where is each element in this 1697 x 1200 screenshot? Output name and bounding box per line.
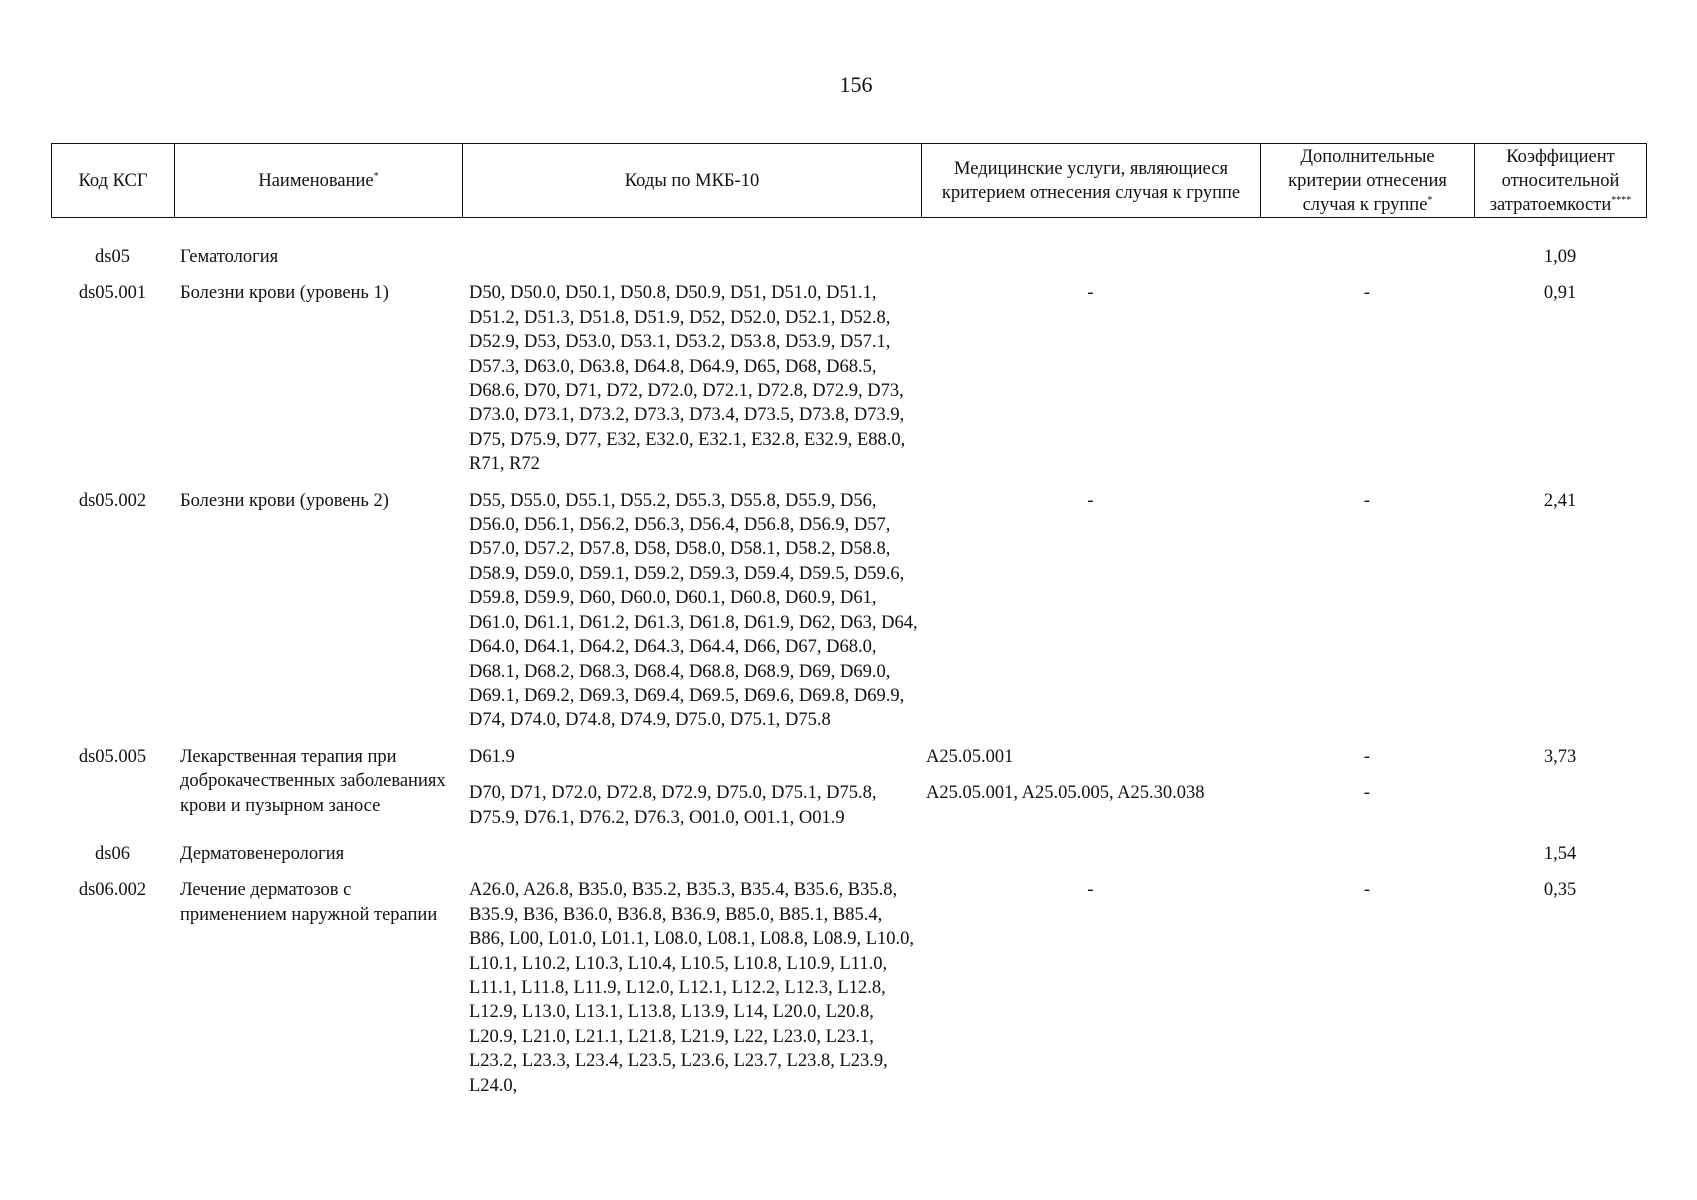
page-number: 156 [839,72,873,97]
table-row [51,489,1646,733]
ksg-code: ds05.002 [78,490,147,511]
ksg-coef: 1,09 [1543,247,1577,267]
medical-services: - [1087,880,1094,901]
header-services: Медицинские услуги, являющиеся критерием отнесения случая к группе [922,144,1261,218]
ksg-coef: 0,35 [1543,880,1577,901]
table-row [51,842,1646,866]
extra-criteria: - [1363,783,1371,804]
header-coef: Коэффициент относительной затратоемкости**** [1475,144,1647,218]
ksg-coef: 2,41 [1543,490,1577,511]
ksg-name: Лекарственная терапия при доброкачественных заболеваниях крови и пузырном заносе [180,746,446,816]
ksg-table [51,245,1646,1098]
ksg-code: ds06.002 [78,880,147,901]
mkb-codes: D55, D55.0, D55.1, D55.2, D55.3, D55.8, D55.9, D56, D56.0, D56.1, D56.2, D56.3, D56.4, D56.8, D56.9, D57, D57.0, D57.2, D57.8, D58, D58.0, D58.1, D58.2, D58.8, D58.9, D59.0, D59.1, D59.2, D59.3, D59.4, D59.5, D59.6, D59.8, D59.9, D60, D60.0, D60.1, D60.8, D60.9, D61, D61.0, D61.1, D61.2, D61.3, D61.8, D61.9, D62, D63, D64, D64.0, D64.1, D64.2, D64.3, D64.4, D66, D67, D68.0, D68.1, D68.2, D68.3, D68.4, D68.8, D68.9, D69, D69.0, D69.1, D69.2, D69.3, D69.4, D69.5, D69.6, D69.8, D69.9, D74, D74.0, D74.8, D74.9, D75.0, D75.1, D75.8 [469,490,918,731]
medical-services: - [1087,490,1094,511]
table-row [51,245,1646,269]
header-extra: Дополнительные критерии отнесения случая к группе* [1261,144,1475,218]
ksg-code: ds05.005 [78,746,147,767]
mkb-codes: D50, D50.0, D50.1, D50.8, D50.9, D51, D51.0, D51.1, D51.2, D51.3, D51.8, D51.9, D52, D52.0, D52.1, D52.8, D52.9, D53, D53.0, D53.1, D53.2, D53.8, D53.9, D57.1, D57.3, D63.0, D63.8, D64.8, D64.9, D65, D68, D68.5, D68.6, D70, D71, D72, D72.0, D72.1, D72.8, D72.9, D73, D73.0, D73.1, D73.2, D73.3, D73.4, D73.5, D73.8, D73.9, D75, D75.9, D77, E32, E32.0, E32.1, E32.8, E32.9, E88.0, R71, R72 [469,283,906,475]
ksg-name: Болезни крови (уровень 2) [180,490,389,511]
mkb-codes: D61.9 [469,746,515,767]
ksg-coef: 0,91 [1543,283,1577,304]
ksg-name: Лечение дерматозов с применением наружной терапии [180,880,438,925]
ksg-name: Дерматовенерология [180,843,345,864]
header-mkb: Коды по МКБ-10 [463,144,922,218]
header-code: Код КСГ [52,144,175,218]
table-row [51,745,1646,769]
ksg-name: Болезни крови (уровень 1) [180,283,389,304]
ksg-coef: 1,54 [1543,843,1577,864]
extra-criteria: - [1363,283,1371,304]
ksg-coef: 3,73 [1543,746,1577,767]
table-header [51,143,1647,218]
medical-services: A25.05.001, A25.05.005, A25.30.038 [926,783,1205,804]
extra-criteria: - [1363,490,1371,511]
medical-services: A25.05.001 [926,746,1014,767]
table-row [51,281,1646,476]
medical-services: - [1087,283,1094,304]
table-row [51,878,1646,1098]
mkb-codes: A26.0, A26.8, B35.0, B35.2, B35.3, B35.4, B35.6, B35.8, B35.9, B36, B36.0, B36.8, B36.9, B85.0, B85.1, B85.4, B86, L00, L01.0, L01.1, L08.0, L08.1, L08.8, L08.9, L10.0, L10.1, L10.2, L10.3, L10.4, L10.5, L10.8, L10.9, L11.0, L11.1, L11.8, L11.9, L12.0, L12.1, L12.2, L12.3, L12.8, L12.9, L13.0, L13.1, L13.8, L13.9, L14, L20.0, L20.8, L20.9, L21.0, L21.1, L21.8, L21.9, L22, L23.0, L23.1, L23.2, L23.3, L23.4, L23.5, L23.6, L23.7, L23.8, L23.9, L24.0, [469,880,914,1096]
extra-criteria: - [1363,880,1371,901]
ksg-code: ds05 [95,247,130,267]
extra-criteria: - [1363,746,1371,767]
header-name: Наименование* [175,144,463,218]
ksg-name: Гематология [180,247,279,267]
mkb-codes: D70, D71, D72.0, D72.8, D72.9, D75.0, D75.1, D75.8, D75.9, D76.1, D76.2, D76.3, O01.0, O01.1, O01.9 [469,783,877,828]
ksg-code: ds06 [95,843,130,864]
ksg-code: ds05.001 [78,283,147,304]
